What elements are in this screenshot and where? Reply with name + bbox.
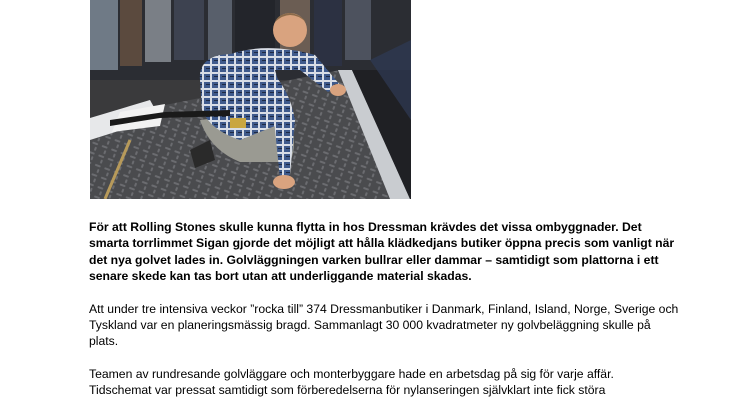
lead-paragraph: För att Rolling Stones skulle kunna flytta in hos Dressman krävdes det vissa ombyggnader. Det smarta torrlimmet Sigan gjorde det möjligt att hålla klädkedjans butiker öppna precis som vanligt när det nya golvet lades in. Golvläggningen varken bullrar eller dammar – samtidigt som plattorna i ett senare skede kan tas bort utan att underliggande material skadas. [89, 220, 675, 284]
body-paragraph-1: Att under tre intensiva veckor ”rocka till” 374 Dressmanbutiker i Danmark, Finland, Island, Norge, Sverige och Tyskland var en planeringsmässig bragd. Sammanlagt 30 000 kvadratmeter ny golvbeläggning skulle på plats. [89, 301, 679, 349]
article-body [89, 219, 679, 399]
floor-installation-image [90, 0, 411, 199]
article-photo [90, 0, 411, 199]
body-paragraph-2: Teamen av rundresande golvläggare och monterbyggare hade en arbetsdag på sig för varje affär. Tidschemat var pressat samtidigt som förberedelserna för nylanseringen självklart inte fick störa [89, 366, 614, 398]
